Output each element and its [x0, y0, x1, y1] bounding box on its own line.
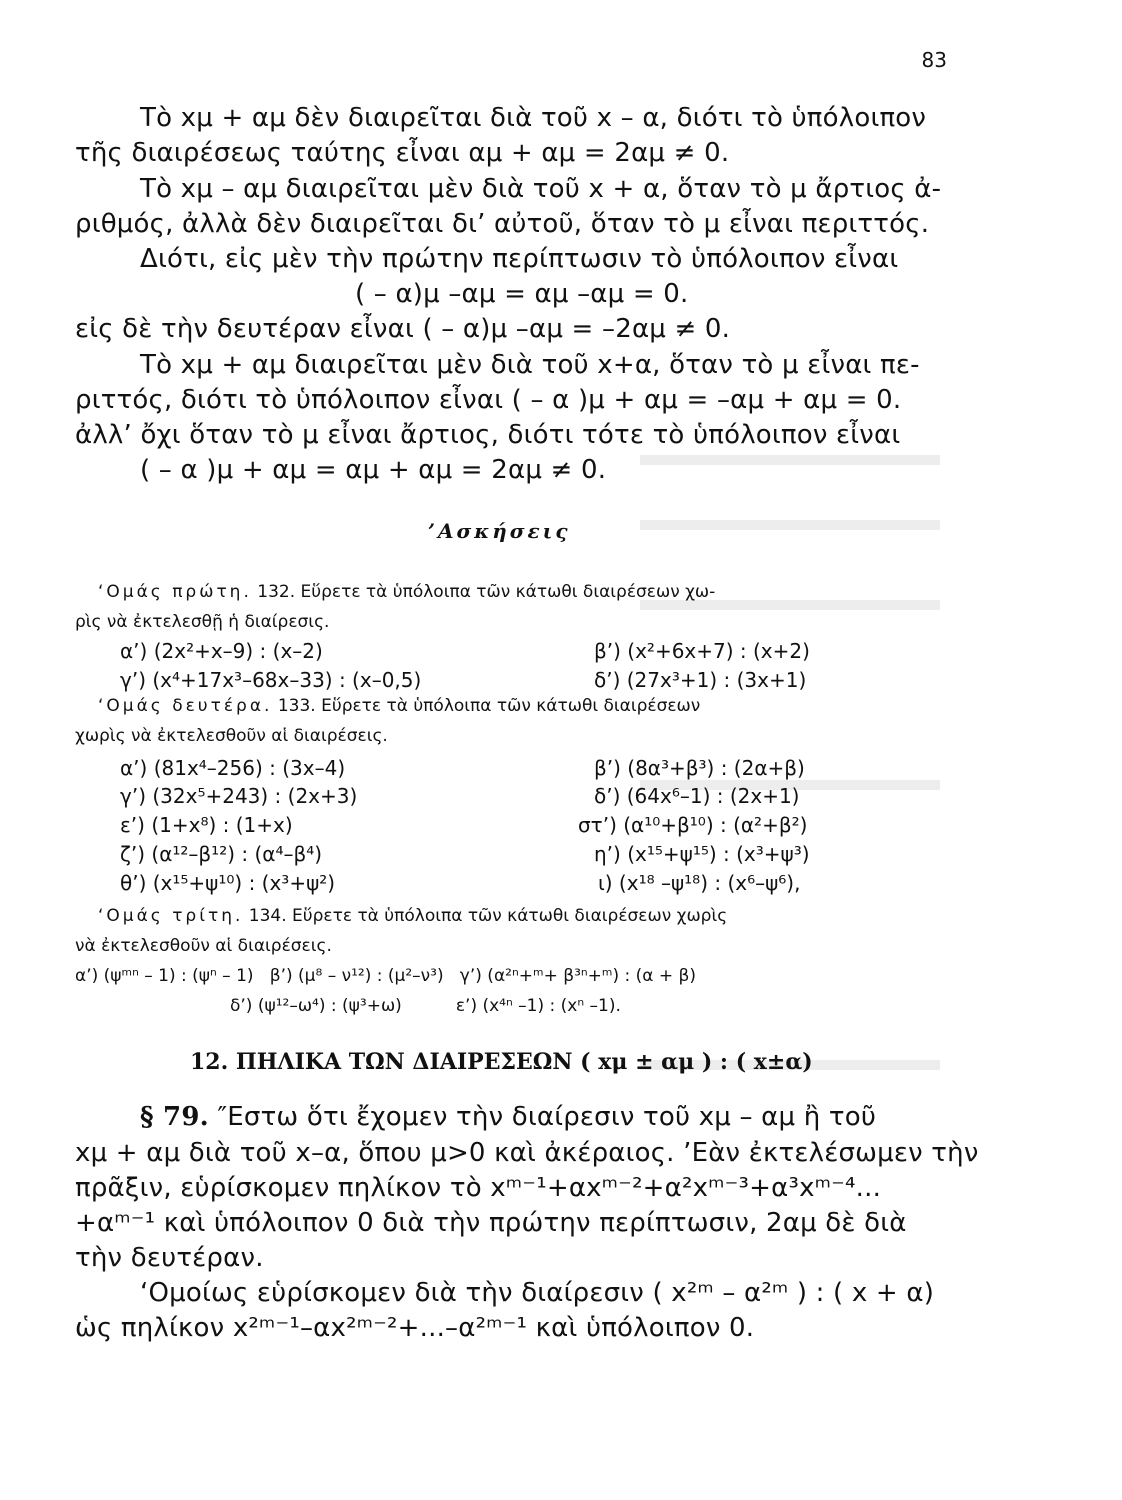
g2-ex-a: α’) (81x⁴–256) : (3x–4) — [120, 756, 346, 780]
group1-text1: 132. Εὕρετε τὰ ὑπόλοιπα τῶν κάτωθι διαιρέσεων χω- — [257, 582, 716, 602]
par79-l7: ὡς πηλίκον x²ᵐ⁻¹–αx²ᵐ⁻²+...–α²ᵐ⁻¹ καὶ ὑπόλοιπον 0. — [75, 1313, 755, 1343]
text-line-7: εἰς δὲ τὴν δευτέραν εἶναι ( – α)μ –αμ = –2αμ ≠ 0. — [75, 314, 731, 344]
group1-text2: ρὶς νὰ ἐκτελεσθῇ ἡ διαίρεσις. — [75, 612, 330, 632]
g2-ex-d: δ’) (64x⁶–1) : (2x+1) — [594, 784, 800, 808]
text-line-11: ( – α )μ + αμ = αμ + αμ = 2αμ ≠ 0. — [140, 455, 607, 485]
text-line-3: Τὸ xμ – αμ διαιρεῖται μὲν διὰ τοῦ x + α, ὅταν τὸ μ ἄρτιος ἀ- — [140, 174, 942, 204]
text-line-10: ἀλλ’ ὄχι ὅταν τὸ μ εἶναι ἄρτιος, διότι τότε τὸ ὑπόλοιπον εἶναι — [75, 420, 901, 450]
group1-header — [98, 582, 715, 602]
group1-label: ‘Ομάς πρώτη. — [98, 582, 252, 602]
g2-ex-b: β’) (8α³+β³) : (2α+β) — [594, 756, 805, 780]
group3-text2: νὰ ἐκτελεσθοῦν αἱ διαιρέσεις. — [75, 936, 332, 956]
page-number: 83 — [921, 48, 947, 72]
par79-l6: ‘Ομοίως εὑρίσκομεν διὰ τὴν διαίρεσιν ( x²ᵐ – α²ᵐ ) : ( x + α) — [140, 1278, 935, 1308]
g1-ex-d: δ’) (27x³+1) : (3x+1) — [594, 668, 807, 692]
g1-ex-a: α’) (2x²+x–9) : (x–2) — [120, 639, 323, 663]
g2-ex-i: ι) (x¹⁸ –ψ¹⁸) : (x⁶–ψ⁶), — [598, 871, 801, 895]
g2-ex-z: ζ’) (α¹²–β¹²) : (α⁴–β⁴) — [120, 842, 323, 866]
text-line-2: τῆς διαιρέσεως ταύτης εἶναι αμ + αμ = 2αμ ≠ 0. — [75, 138, 730, 168]
g2-ex-h: η’) (x¹⁵+ψ¹⁵) : (x³+ψ³) — [594, 842, 810, 866]
exercises-title: ’Ασκήσεις — [428, 519, 571, 543]
g2-ex-c: γ’) (32x⁵+243) : (2x+3) — [120, 784, 358, 808]
g3-row2: δ’) (ψ¹²–ω⁴) : (ψ³+ω) ε’) (x⁴ⁿ –1) : (xⁿ –1). — [230, 996, 621, 1016]
par79-l5: τὴν δευτέραν. — [75, 1243, 264, 1273]
g1-ex-c: γ’) (x⁴+17x³–68x–33) : (x–0,5) — [120, 668, 422, 692]
text-line-4: ριθμός, ἀλλὰ δὲν διαιρεῖται δι’ αὐτοῦ, ὅταν τὸ μ εἶναι περιττός. — [75, 209, 930, 239]
par79-l4: +αᵐ⁻¹ καὶ ὑπόλοιπον 0 διὰ τὴν πρώτην περίπτωσιν, 2αμ δὲ διὰ — [75, 1208, 907, 1238]
par79-line-1 — [140, 1102, 876, 1132]
g2-ex-st: στ’) (α¹⁰+β¹⁰) : (α²+β²) — [578, 813, 808, 837]
par79-l2: xμ + αμ διὰ τοῦ x–α, ὅπου μ>0 καὶ ἀκέραιος. ’Εὰν ἐκτελέσωμεν τὴν — [75, 1138, 979, 1168]
g1-ex-b: β’) (x²+6x+7) : (x+2) — [594, 639, 810, 663]
par79-label: § 79. — [140, 1102, 209, 1132]
g2-ex-e: ε’) (1+x⁸) : (1+x) — [120, 813, 293, 837]
par79-l3: πρᾶξιν, εὑρίσκομεν πηλίκον τὸ xᵐ⁻¹+αxᵐ⁻²+α²xᵐ⁻³+α³xᵐ⁻⁴... — [75, 1173, 882, 1203]
group3-text1: 134. Εὕρετε τὰ ὑπόλοιπα τῶν κάτωθι διαιρέσεων χωρὶς — [248, 906, 728, 926]
group2-text2: χωρὶς νὰ ἐκτελεσθοῦν αἱ διαιρέσεις. — [75, 726, 388, 746]
group3-header — [98, 906, 727, 926]
group2-header — [98, 696, 700, 716]
par79-l1: ″Εστω ὅτι ἔχομεν τὴν διαίρεσιν τοῦ xμ – αμ ἢ τοῦ — [217, 1102, 877, 1132]
g2-ex-th: θ’) (x¹⁵+ψ¹⁰) : (x³+ψ²) — [120, 871, 336, 895]
text-line-8: Τὸ xμ + αμ διαιρεῖται μὲν διὰ τοῦ x+α, ὅταν τὸ μ εἶναι πε- — [140, 350, 920, 380]
text-line-5: Διότι, εἰς μὲν τὴν πρώτην περίπτωσιν τὸ ὑπόλοιπον εἶναι — [140, 244, 899, 274]
group3-label: ‘Ομάς τρίτη. — [98, 906, 244, 926]
text-line-9: ριττός, διότι τὸ ὑπόλοιπον εἶναι ( – α )μ + αμ = –αμ + αμ = 0. — [75, 385, 902, 415]
text-line-1: Τὸ xμ + αμ δὲν διαιρεῖται διὰ τοῦ x – α, διότι τὸ ὑπόλοιπον — [140, 103, 927, 133]
section-heading: 12. ΠΗΛΙΚΑ ΤΩΝ ΔΙΑΙΡΕΣΕΩΝ ( xμ ± αμ ) : ( x±α) — [190, 1049, 813, 1075]
text-line-6: ( – α)μ –αμ = αμ –αμ = 0. — [355, 279, 689, 309]
g3-row1: α’) (ψᵐⁿ – 1) : (ψⁿ – 1) β’) (μ⁸ – ν¹²) : (μ²–ν³) γ’) (α²ⁿ+ᵐ+ β³ⁿ+ᵐ) : (α + β) — [75, 966, 697, 986]
group2-text1: 133. Εὕρετε τὰ ὑπόλοιπα τῶν κάτωθι διαιρέσεων — [277, 696, 701, 716]
group2-label: ‘Ομάς δευτέρα. — [98, 696, 273, 716]
